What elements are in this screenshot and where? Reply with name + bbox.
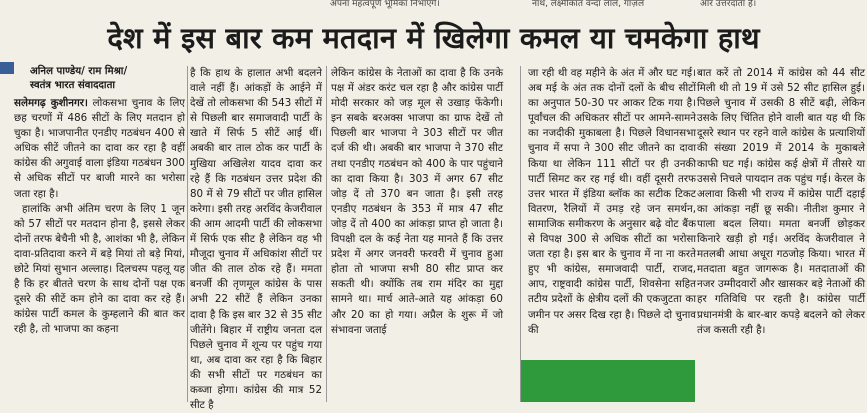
top-fragment-2: नाथ, लक्ष्मीकांत वन्दा लाल, गाज़ल: [532, 0, 645, 9]
column-divider: [326, 66, 327, 402]
edge-color-mark: [0, 62, 14, 74]
byline: [30, 65, 185, 93]
column-5-para-1: बात करें तो 2014 में कांग्रेस को 44 सीट मिली थी तो 19 में उसे 52 सीट हासिल हुई। पिछले चुनाव में उसकी 8 सीटें बढ़ी, लेकिन उसके लिए चिंतित होने वाली बात यह थी कि दूसरे स्थान पर रहने वाले कांग्रेस के प्रत्याशियों की संख्या 2019 में 2014 के मुकाबले काफी घट गई। कांग्रेस कई क्षेत्रों में तीसरे या उससे निचले पायदान तक पहुंच गई। केरल के अलावा किसी भी राज्य में कांग्रेस पार्टी दहाई का आंकड़ा नहीं छू सकी। नीतीश कुमार ने पाला बदल लिया। ममता बनर्जी छोड़कर किनारे खड़ी हो गई। अरविंद केजरीवाल ने मतलबी आधा अधूरा गठजोड़ किया। भारत में मतदाता बहुत जागरूक है। मतदाताओं की नजर उम्मीदवारों और खासकर बड़े नेताओं की हर गतिविधि पर रहती है। कांग्रेस पार्टी प्रधानमंत्री के बार-बार कपड़े बदलने को लेकर तंज कसती रही है।: [697, 67, 865, 336]
green-ad-box: [521, 360, 695, 402]
article-column-3: [331, 66, 503, 338]
column-divider: [187, 66, 188, 402]
column-1-para-2: हालांकि अभी अंतिम चरण के लिए 1 जून को 57 सीटों पर मतदान होना है, इससे लेकर दोनों तरफ बेचैनी भी है, आशंका भी है, लेकिन दावा-प्रतिदावा करने में बड़े मियां तो बड़े मियां, छोटे मियां सुभान अल्लाह। दिलचस्प पहलू यह है कि हर बीतते चरण के साथ दोनों पक्ष एक दूसरे की सीटें कम होने का दावा कर रहे हैं। कांग्रेस पार्टी कमल के कुम्हलाने की बात कर रही है, तो भाजपा का कहना: [14, 202, 185, 336]
column-3-para-1: लेकिन कांग्रेस के नेताओं का दावा है कि उनके पक्ष में अंडर करंट चल रहा है और कांग्रेस पार्टी मोदी सरकार को जड़ मूल से उखाड़ फेंकेगी। इन सबके बरअक्स भाजपा का ग्राफ देखें तो पिछली बार भाजपा ने 303 सीटों पर जीत दर्ज की थी। अबकी बार भाजपा ने 370 सीट तथा एनडीए गठबंधन को 400 के पार पहुंचाने का दावा किया है। 303 में अगर 67 सीट जोड़ दें तो 370 बन जाता है। इसी तरह एनडीए गठबंधन के 353 में मात्र 47 सीट जोड़ दें तो 400 का आंकड़ा प्राप्त हो जाता है। विपक्षी दल के कई नेता यह मानते हैं कि उत्तर प्रदेश में अगर जनवरी फरवरी में चुनाव हुआ होता तो भाजपा सभी 80 सीट प्राप्त कर सकती थी। क्योंकि तब राम मंदिर का मुद्दा सामने था। मार्च आते-आते यह आंकड़ा 60 और 20 का हो गया। अप्रैल के शुरू में जो संभावना जताई: [331, 67, 503, 336]
article-column-4: [528, 66, 696, 338]
article-column-1: [14, 96, 185, 338]
top-fragment-3: आँर उत्तरदाता है।: [700, 0, 757, 9]
dateline: सलेमगढ़ कुशीनगर।: [14, 97, 88, 109]
article-column-2: [190, 66, 322, 413]
top-fragment-1: अपना महत्वपूर्ण भूमिका निभाएगे।: [330, 0, 440, 9]
column-4-para-1: जा रही थी वह महीने के अंत में और घट गई। अब मई के अंत तक दोनों दलों के बीच सीटों का अनुपात 50-30 पर आकर टिक गया है। पूर्वांचल की अधिकतर सीटों पर आमने-सामने का नजदीकी मुकाबला है। पिछले विधानसभा चुनाव में सपा ने 300 सीट जीतने का दावा किया था लेकिन 111 सीटों पर ही उनकी पार्टी सिमट कर रह गई थी। वहीं दूसरी तरफ उत्तर भारत में इंडिया ब्लॉक का सटीक टिकट वितरण, रैलियों में उमड़ रहे जन समर्थन, सामाजिक समीकरण के अनुसार बढ़े वोट बैंक से विपक्ष 300 से अधिक सीटों का भरोसा जता रहा है। इस बार के चुनाव में ना ना करते हुए भी कांग्रेस, समाजवादी पार्टी, राजद, आप, राष्ट्रवादी कांग्रेस पार्टी, शिवसेना सहित तटीय प्रदेशों के क्षेत्रीय दलों की एकजुटता का जमीन पर असर दिख रहा है। पिछले दो चुनाव की: [528, 67, 696, 336]
top-strip-fragments: [0, 0, 867, 14]
article-column-5: [697, 66, 865, 338]
column-2-para-1: है कि हाथ के हालात अभी बदलने वाले नहीं हैं। आंकड़ों के आईने में देखें तो लोकसभा की 543 सीटों में से पिछली बार समाजवादी पार्टी के खाते में सिर्फ 5 सीटें आई थीं। अबकी बार ताल ठोक कर पार्टी के मुखिया अखिलेश यादव दावा कर रहे हैं कि गठबंधन उत्तर प्रदेश की 80 में से 79 सीटों पर जीत हासिल करेगा। इसी तरह अरविंद केजरीवाल की आम आदमी पार्टी की लोकसभा में सिर्फ एक सीट है लेकिन वह भी मौजूदा चुनाव में अधिकांश सीटों पर जीत की ताल ठोक रहे हैं। ममता बनर्जी की तृणमूल कांग्रेस के पास अभी 22 सीटें हैं लेकिन उनका दावा है कि इस बार 32 से 35 सीट जीतेंगे। बिहार में राष्ट्रीय जनता दल पिछले चुनाव में शून्य पर पहुंच गया था, अब दावा कर रहा है कि बिहार की सभी सीटों पर गठबंधन का कब्जा होगा। कांग्रेस की मात्र 52 सीट है: [190, 67, 322, 412]
column-1-para-1: [14, 96, 185, 202]
main-headline: देश में इस बार कम मतदान में खिलेगा कमल या चमकेगा हाथ: [107, 21, 760, 55]
byline-desk: स्वतंत्र भारत संवाददाता: [30, 80, 116, 91]
byline-authors: अनिल पाण्डेय/ राम मिश्रा/: [30, 66, 128, 77]
column-1-para-1-text: लोकसभा चुनाव के लिए छह चरणों में 486 सीटों के लिए मतदान हो चुका है। भाजपानीत एनडीए गठबंधन 400 से अधिक सीटें जीतने का दावा कर रहा है वहीं कांग्रेस की अगुवाई वाला इंडिया गठबंधन 300 से अधिक सीटों पर बाजी मारने का भरोसा जता रहा है।: [14, 97, 186, 200]
column-divider: [520, 66, 521, 402]
